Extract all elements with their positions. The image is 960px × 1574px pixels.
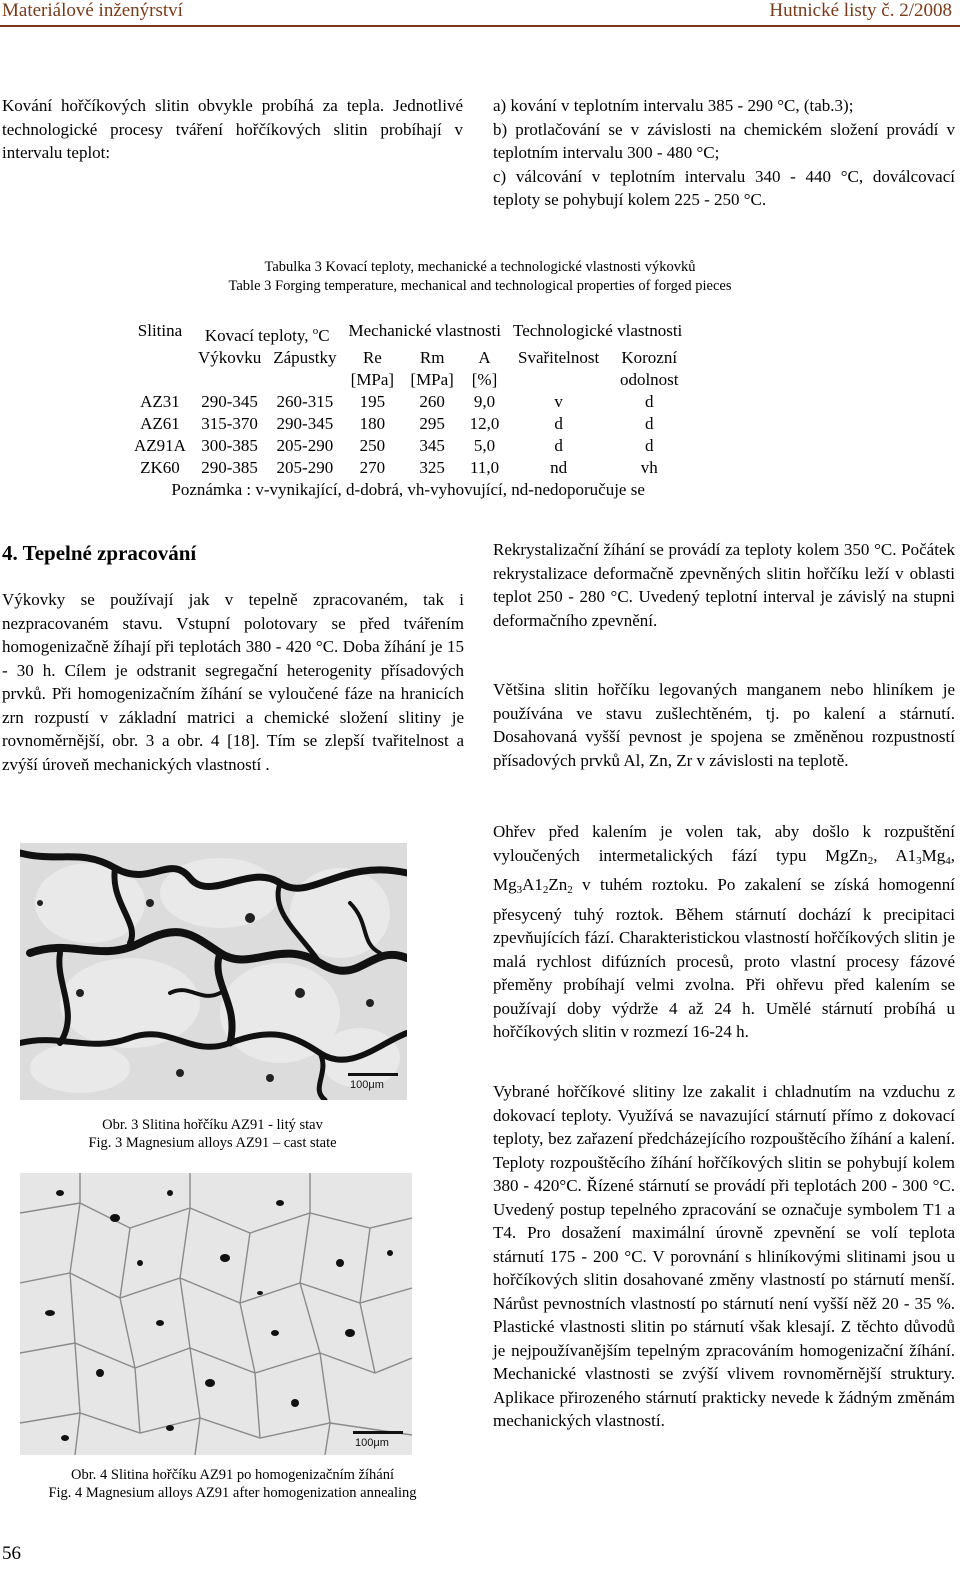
table-row: AZ91A 300-385 205-290 250 345 5,0 d d bbox=[134, 436, 654, 455]
table-note-row bbox=[128, 479, 688, 501]
journal-section: Materiálové inženýrství bbox=[2, 0, 183, 21]
list-item-forging: a) kování v teplotním intervalu 385 - 290 °C, (tab.3); bbox=[493, 96, 854, 115]
scale-bar-label-fig3: 100μm bbox=[350, 1079, 384, 1091]
col-header-a: A [%] bbox=[471, 348, 498, 389]
table-caption-en: Table 3 Forging temperature, mechanical and technological properties of forged pieces bbox=[228, 278, 732, 294]
micrograph-cast-state bbox=[20, 843, 407, 1100]
fig4-caption-en: Fig. 4 Magnesium alloys AZ91 after homogenization annealing bbox=[48, 1485, 417, 1501]
col-header-rm: Rm [MPa] bbox=[410, 348, 454, 389]
hardening-paragraph bbox=[493, 678, 955, 772]
hardening-text: Většina slitin hořčíku legovaných manganem nebo hliníkem je používána ve stavu zušlechtěném, tj. po kalení a stárnutí. Dosahovaná vyšší pevnost je spojena se změněnou rozpustností přísadových prvků Al, Zn, Zr v závislosti na teplotě. bbox=[493, 680, 955, 770]
section-heading: 4. Tepelné zpracování bbox=[2, 541, 197, 565]
table-header-row bbox=[128, 320, 688, 347]
heat-treatment-paragraph bbox=[2, 588, 464, 776]
col-header-technologicke: Technologické vlastnosti bbox=[513, 321, 683, 340]
intro-left-text: Kování hořčíkových slitin obvykle probíhá za tepla. Jednotlivé technologické procesy tváření hořčíkových slitin probíhají v intervalu teplot: bbox=[2, 96, 463, 162]
quenching-paragraph bbox=[493, 820, 955, 1044]
table-note: Poznámka : v-vynikající, d-dobrá, vh-vyhovující, nd-nedoporučuje se bbox=[171, 480, 645, 499]
recrystallization-paragraph bbox=[493, 538, 955, 632]
forging-properties-table bbox=[128, 320, 688, 501]
table-subheader-row bbox=[128, 347, 688, 391]
journal-issue: Hutnické listy č. 2/2008 bbox=[769, 0, 952, 21]
scale-bar-label-fig4: 100μm bbox=[355, 1437, 389, 1449]
col-header-re: Re [MPa] bbox=[350, 348, 395, 389]
table-row: AZ61 315-370 290-345 180 295 12,0 d d bbox=[140, 414, 654, 433]
quenching-text: Ohřev před kalením je volen tak, aby došlo k rozpuštění vyloučených intermetalických fází typu MgZn$_2$, $A1_3Mg_4$, $Mg_3A1_2Zn_2$ v tuhém roztoku. Po zakalení se získá homogenní přesycený tuhý roztok. Během stárnutí dochází k precipitaci zpevňujících fází. Charakteristickou vlastností hořčíkových slitin je malá rychlost difúzních procesů, proto vlastní procesy fázové přeměny probíhají velmi zvolna. Při ohřevu před kalením se používají doby výdrže 4 až 24 h. Umělé stárnutí probíhá u hořčíkových slitin v rozmezí 16-24 h. bbox=[493, 822, 955, 1041]
col-header-mechanicke: Mechanické vlastnosti bbox=[348, 321, 502, 340]
col-header-svaritelnost: Svařitelnost bbox=[517, 348, 600, 367]
table-row: ZK60 290-385 205-290 270 325 11,0 nd vh bbox=[140, 458, 658, 477]
recrystallization-text: Rekrystalizační žíhání se provádí za teploty kolem 350 °C. Počátek rekrystalizace deformačně zpevněných slitin hořčíku leží v oblasti teplot 250 - 280 °C. Uvedený teplotní interval je závislý na stupni deformačního zpevnění. bbox=[493, 540, 955, 630]
list-item-extrusion: b) protlačování se v závislosti na chemickém složení provádí v teplotním intervalu 300 - 480 °C; bbox=[493, 119, 955, 162]
list-item-rolling: c) válcování v teplotním intervalu 340 - 440 °C, doválcovací teploty se pohybují kolem 225 - 250 °C. bbox=[493, 166, 955, 209]
col-header-zapustky: Zápustky bbox=[273, 348, 337, 367]
col-header-slitina: Slitina bbox=[137, 321, 183, 340]
fig3-caption-en: Fig. 3 Magnesium alloys AZ91 – cast state bbox=[88, 1135, 337, 1151]
col-header-kovaci-teploty: Kovací teploty, $^o$C bbox=[204, 325, 330, 345]
table-row: AZ31 290-345 260-315 195 260 9,0 v d bbox=[140, 392, 654, 411]
micrograph-homogenized bbox=[20, 1173, 412, 1455]
page-number: 56 bbox=[2, 1543, 21, 1564]
intro-left-paragraph bbox=[2, 94, 463, 165]
col-header-vykovku: Výkovku bbox=[197, 348, 262, 367]
heat-treatment-text: Výkovky se používají jak v tepelně zpracovaném, tak i nezpracovaném stavu. Vstupní polotovary se před tvářením homogenizačně žíhají při teplotách 380 - 420 °C. Doba žíhání je 15 - 30 h. Cílem je odstranit segregační heterogenity přísadových prvků. Při homogenizačním žíhání se vyloučené fáze na hranicích zrn rozpustí v základní matrici a chemické složení slitiny je rovnoměrnější, obr. 3 a obr. 4 [18]. Tím se zlepší tvařitelnost a zvýší úroveň mechanických vlastností . bbox=[2, 590, 464, 774]
header-rule bbox=[0, 25, 960, 27]
aging-text: Vybrané hořčíkové slitiny lze zakalit i chladnutím na vzduchu z dokovací teploty. Využívá se navazující stárnutí přímo z dokovací teploty, bez zařazení předcházejícího rozpouštěcího žíhání a kalení. Teploty rozpouštěcího žíhání hořčíkových slitin se pohybují kolem 380 - 420°C. Řízené stárnutí se provádí při teplotách 200 - 300 °C. Uvedený postup tepelného zpracování se označuje symbolem T1 a T4. Pro dosažení maximální úrovně zpevnění se volí teplota stárnutí 175 - 200 °C. V porovnání s hliníkovými slitinami jsou u hořčíkových slitin dosahované změny vlastností po stárnutí menší. Nárůst pevnostních vlastností po stárnutí není vyšší něž 20 - 35 %. Plastické vlastnosti slitin po stárnutí však klesají. Z těchto důvodů je nejpoužívanějším tepelným zpracováním homogenizační žíhání. Mechanické vlastnosti se zvýší vlivem rovnoměrnější struktury. Aplikace přirozeného stárnutí prakticky nevede k žádným změnám mechanických vlastností. bbox=[493, 1082, 955, 1430]
forming-temperature-list bbox=[493, 94, 955, 212]
aging-paragraph bbox=[493, 1080, 955, 1433]
table-caption-cz: Tabulka 3 Kovací teploty, mechanické a technologické vlastnosti výkovků bbox=[264, 259, 696, 275]
col-header-korozni-odolnost: Korozní odolnost bbox=[619, 348, 679, 389]
fig4-caption-cz: Obr. 4 Slitina hořčíku AZ91 po homogenizačním žíhání bbox=[71, 1467, 394, 1483]
fig3-caption-cz: Obr. 3 Slitina hořčíku AZ91 - litý stav bbox=[102, 1117, 323, 1133]
